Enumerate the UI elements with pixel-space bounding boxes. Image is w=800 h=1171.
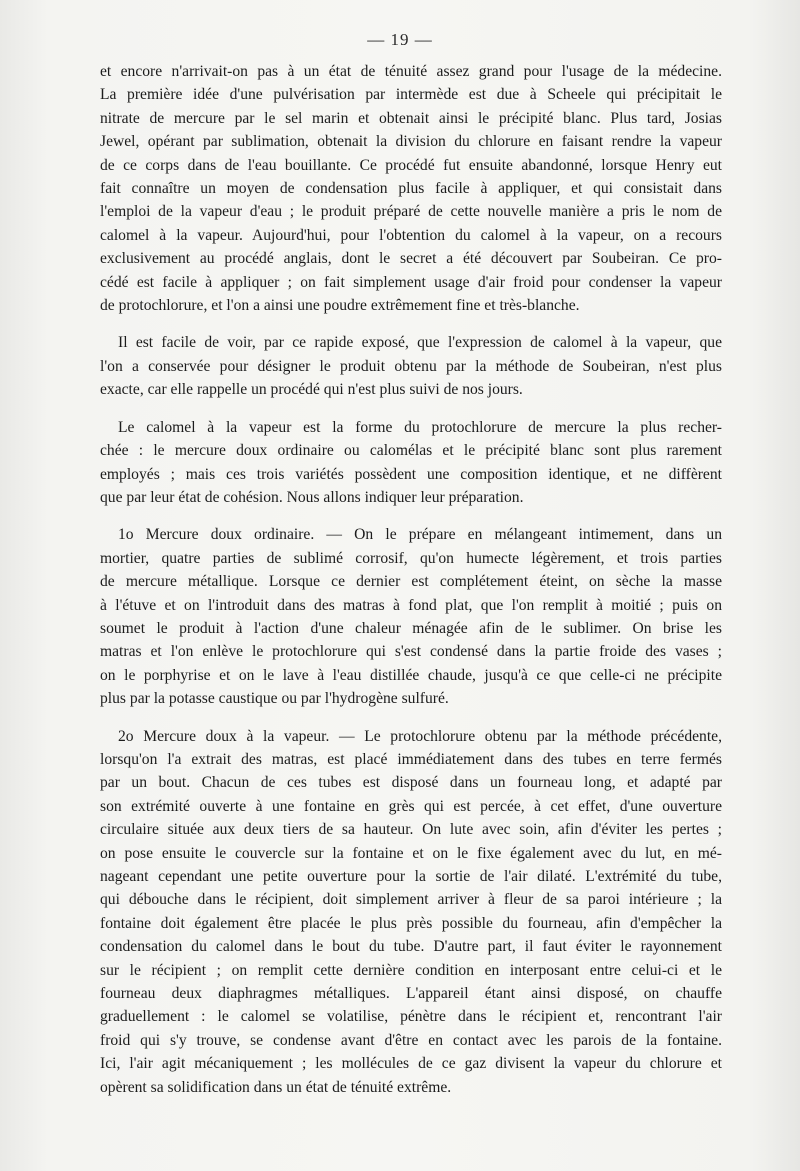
text-line: exacte, car elle rappelle un procédé qui n'est plus suivi de nos jours. — [100, 381, 523, 399]
text-line: lorsqu'on l'a extrait des matras, est placé immédiatement dans des tubes en terre fermés — [100, 750, 722, 768]
text-line: de mercure métallique. Lorsque ce dernier est complétement éteint, on sèche la masse — [100, 573, 722, 591]
text-line: fait connaître un moyen de condensation plus facile à appliquer, et qui consistait dans — [100, 180, 722, 198]
body-text — [100, 60, 722, 1113]
text-line: sur le récipient ; on remplit cette dernière condition en interposant entre celui-ci et le — [100, 961, 722, 979]
text-line: Le calomel à la vapeur est la forme du protochlorure de mercure la plus recher- — [118, 418, 722, 436]
text-line: exclusivement au procédé anglais, dont le secret a été découvert par Soubeiran. Ce pro- — [100, 250, 722, 268]
text-line: Jewel, opérant par sublimation, obtenait la division du chlorure en faisant rendre la vapeur — [100, 133, 722, 151]
text-line: mortier, quatre parties de sublimé corrosif, qu'on humecte légèrement, et trois parties — [100, 549, 722, 567]
text-line: nageant cependant une petite ouverture pour la sortie de l'air dilaté. L'extrémité du tube, — [100, 868, 722, 885]
text-line: son extrémité ouverte à une fontaine en grès qui est percée, à cet effet, d'une ouverture — [100, 797, 722, 815]
text-line: qui débouche dans le récipient, doit simplement arriver à fleur de sa paroi intérieure ; la — [100, 891, 722, 909]
text-line: calomel à la vapeur. Aujourd'hui, pour l'obtention du calomel à la vapeur, on a recours — [100, 226, 722, 244]
text-line: graduellement : le calomel se volatilise, pénètre dans le récipient et, rencontrant l'air — [100, 1008, 722, 1026]
paragraph-mercure-doux-vapeur — [100, 725, 722, 1100]
paragraph-expression-calomel — [100, 331, 722, 401]
text-line: Il est facile de voir, par ce rapide exposé, que l'expression de calomel à la vapeur, que — [118, 334, 722, 352]
text-line: l'emploi de la vapeur d'eau ; le produit préparé de cette nouvelle manière a pris le nom de — [100, 203, 722, 221]
paragraph-mercure-doux-ordinaire — [100, 523, 722, 710]
text-line: à l'étuve et on l'introduit dans des matras à fond plat, que l'on remplit à moitié ; puis on — [100, 596, 722, 614]
text-line: cédé est facile à appliquer ; on fait simplement usage d'air froid pour condenser la vapeur — [100, 273, 722, 291]
text-line: opèrent sa solidification dans un état de ténuité extrême. — [100, 1078, 452, 1096]
text-line: employés ; mais ces trois variétés possèdent une composition identique, et ne diffèrent — [100, 465, 722, 483]
text-line: fourneau deux diaphragmes métalliques. L'appareil étant ainsi disposé, on chauffe — [100, 985, 722, 1003]
text-line: on le porphyrise et on le lave à l'eau distillée chaude, jusqu'à ce que celle-ci ne précipite — [100, 666, 722, 684]
text-line: et encore n'arrivait-on pas à un état de ténuité assez grand pour l'usage de la médecine. — [100, 63, 722, 80]
text-line: l'on a conservée pour désigner le produit obtenu par la méthode de Soubeiran, n'est plus — [100, 357, 722, 375]
text-line: matras et l'on enlève le protochlorure qui s'est condensé dans la partie froide des vases ; — [100, 643, 722, 661]
text-line: de protochlorure, et l'on a ainsi une poudre extrêmement fine et très-blanche. — [100, 297, 580, 315]
text-line: soumet le produit à l'action d'une chaleur ménagée afin de le sublimer. On brise les — [100, 619, 722, 637]
text-line: plus par la potasse caustique ou par l'hydrogène sulfuré. — [100, 690, 449, 708]
text-line: condensation du calomel dans le bout du tube. D'autre part, il faut éviter le rayonnement — [100, 938, 722, 956]
text-line: de ce corps dans de l'eau bouillante. Ce procédé fut ensuite abandonné, lorsque Henry eut — [100, 156, 722, 174]
text-line: chée : le mercure doux ordinaire ou calomélas et le précipité blanc sont plus rarement — [100, 442, 722, 460]
page-number: — 19 — — [367, 30, 433, 49]
paragraph-varieties — [100, 416, 722, 510]
text-line: nitrate de mercure par le sel marin et obtenait ainsi le précipité blanc. Plus tard, Josias — [100, 109, 722, 127]
text-line: Ici, l'air agit mécaniquement ; les mollécules de ce gaz divisent la vapeur du chlorure et — [100, 1055, 722, 1073]
text-line: 2o Mercure doux à la vapeur. — Le protochlorure obtenu par la méthode précédente, — [118, 727, 722, 745]
text-line: 1o Mercure doux ordinaire. — On le prépare en mélangeant intimement, dans un — [118, 526, 722, 544]
text-line: on pose ensuite le couvercle sur la fontaine et on le fixe également avec du lut, en mé- — [100, 844, 722, 862]
text-line: circulaire située aux deux tiers de sa hauteur. On lute avec soin, afin d'éviter les pertes ; — [100, 821, 722, 839]
text-line: La première idée d'une pulvérisation par intermède est due à Scheele qui précipitait le — [100, 86, 722, 104]
text-line: que par leur état de cohésion. Nous allons indiquer leur préparation. — [100, 488, 524, 506]
text-line: par un bout. Chacun de ces tubes est disposé dans un fourneau long, et adapté par — [100, 774, 722, 792]
paragraph-pulverisation-history — [100, 60, 722, 317]
text-line: froid qui s'y trouve, se condense avant d'être en contact avec les parois de la fontaine. — [100, 1031, 722, 1049]
text-line: fontaine doit également être placée le plus près possible du fourneau, afin d'empêcher la — [100, 914, 722, 932]
